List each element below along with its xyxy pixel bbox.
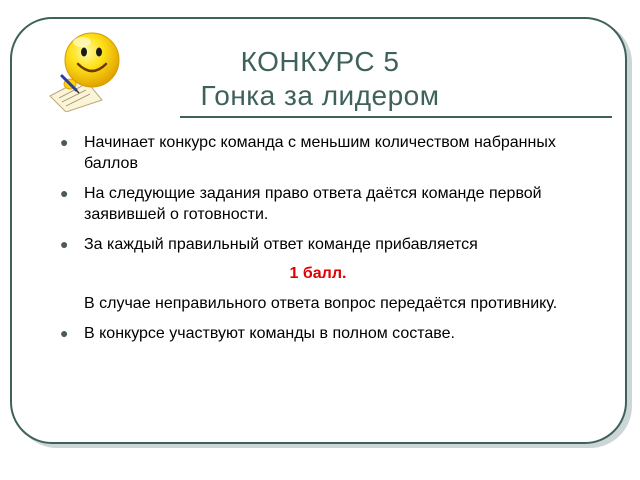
bullet-icon: ● xyxy=(60,185,69,201)
list-item xyxy=(58,323,578,344)
title-line-1: КОНКУРС 5 xyxy=(240,46,400,77)
item-text: В конкурсе участвуют команды в полном составе. xyxy=(84,325,455,342)
list-item xyxy=(58,183,578,225)
item-text: На следующие задания право ответа даётся команде первой заявившей о готовности. xyxy=(84,185,542,223)
bullet-icon: ● xyxy=(60,325,69,341)
item-text: Начинает конкурс команда с меньшим количеством набранных баллов xyxy=(84,134,556,172)
slide-content xyxy=(58,132,578,353)
list-item xyxy=(58,132,578,174)
bullet-icon: ● xyxy=(60,236,69,252)
title-line-2: Гонка за лидером xyxy=(200,80,440,111)
continuation-text: В случае неправильного ответа вопрос передаётся противнику. xyxy=(84,295,558,312)
list-item xyxy=(58,234,578,255)
title-divider xyxy=(180,116,612,118)
bullet-icon: ● xyxy=(60,134,69,150)
item-text: За каждый правильный ответ команде прибавляется xyxy=(84,236,478,253)
highlight-score: 1 балл. xyxy=(289,265,347,282)
slide-title xyxy=(120,45,520,113)
